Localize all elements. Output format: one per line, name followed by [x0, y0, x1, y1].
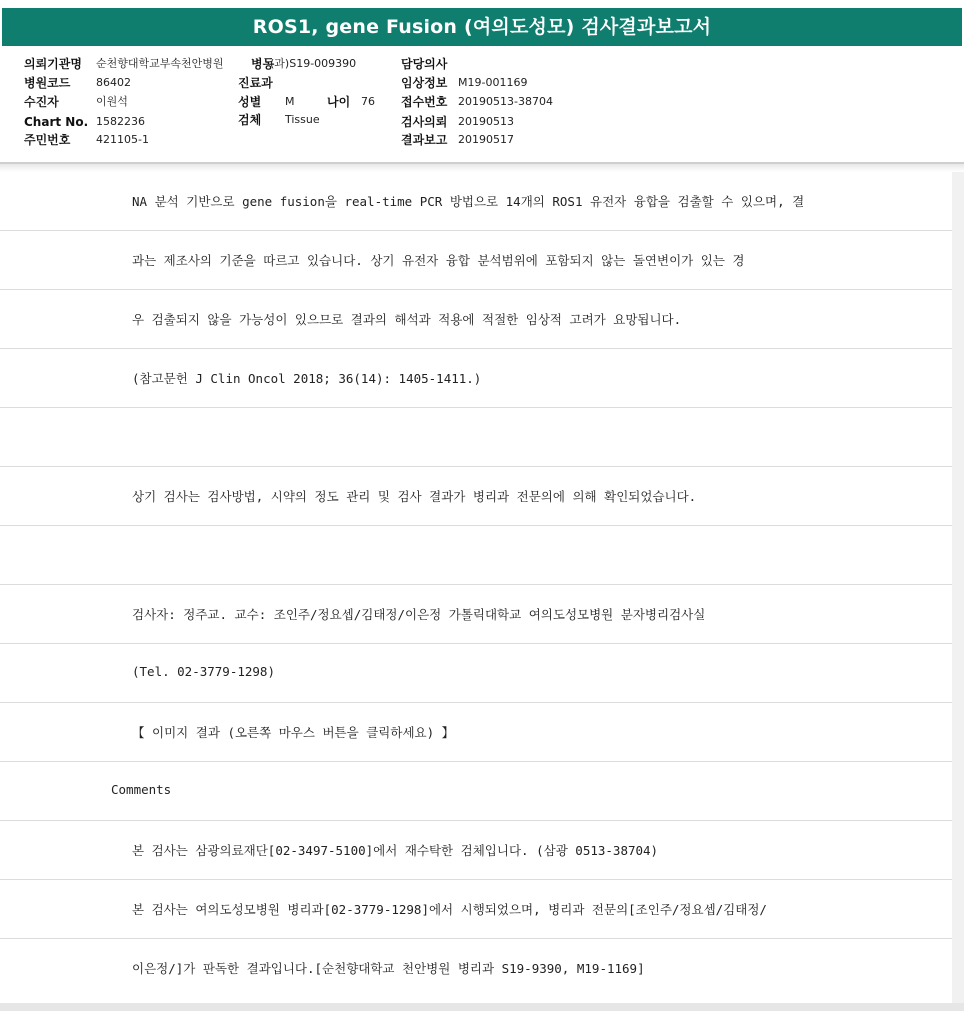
report-line-text: 상기 검사는 검사방법, 시약의 정도 관리 및 검사 결과가 병리과 전문의에 의해 확인되었습니다.	[132, 489, 697, 504]
department-label: 병동	[251, 57, 275, 71]
report-line	[0, 231, 952, 290]
hospital-code-label: 병원코드	[24, 76, 71, 90]
comment-line-text: 본 검사는 삼광의료재단[02-3497-5100]에서 재수탁한 검체입니다. (삼광 0513-38704)	[132, 843, 659, 858]
comments-heading: Comments	[111, 782, 172, 797]
request-date-label: 검사의뢰	[401, 115, 448, 129]
comment-line	[0, 821, 952, 880]
resident-no-value: 421105-1	[96, 133, 149, 146]
report-line-text: (Tel. 02-3779-1298)	[132, 664, 275, 679]
image-result-link[interactable]: 【 이미지 결과 (오른쪽 마우스 버튼을 클릭하세요) 】	[132, 725, 455, 740]
report-line	[0, 349, 952, 408]
clinical-info-label: 임상정보	[401, 76, 448, 90]
header-divider	[0, 164, 964, 172]
report-line-text: 검사자: 정주교. 교수: 조인주/정요셉/김태정/이은정 가톨릭대학교 여의도성모병원 분자병리검사실	[132, 607, 706, 622]
doctor-label: 담당의사	[401, 57, 448, 71]
sex-value: M	[285, 95, 295, 108]
horizontal-scrollbar[interactable]	[0, 1003, 964, 1011]
report-line	[0, 290, 952, 349]
specimen-value: Tissue	[285, 113, 320, 126]
image-result-line[interactable]	[0, 703, 952, 762]
comment-line-text: 이은정/]가 판독한 결과입니다.[순천향대학교 천안병원 병리과 S19-9390, M19-1169]	[132, 961, 645, 976]
requesting-institution-label: 의뢰기관명	[24, 57, 82, 71]
vertical-scrollbar[interactable]	[952, 172, 964, 1011]
age-label: 나이	[327, 95, 351, 109]
clinic-label: 진료과	[238, 76, 273, 90]
report-line	[0, 408, 952, 467]
specimen-label: 검체	[238, 113, 262, 127]
report-line	[0, 585, 952, 644]
report-date-label: 결과보고	[401, 133, 448, 147]
report-body	[0, 172, 952, 998]
resident-no-label: 주민번호	[24, 133, 71, 147]
report-line	[0, 467, 952, 526]
report-line	[0, 526, 952, 585]
request-date-value: 20190513	[458, 115, 514, 128]
requesting-institution-value: 순천향대학교부속천안병원	[96, 57, 224, 70]
report-line-text: NA 분석 기반으로 gene fusion을 real-time PCR 방법으로 14개의 ROS1 유전자 융합을 검출할 수 있으며, 결	[132, 194, 805, 209]
chart-no-value: 1582236	[96, 115, 145, 128]
comments-heading-row	[0, 762, 952, 821]
department-value: (과)S19-009390	[270, 57, 357, 70]
report-line	[0, 172, 952, 231]
receipt-no-value: 20190513-38704	[458, 95, 553, 108]
patient-info-header	[0, 48, 964, 164]
clinical-info-value: M19-001169	[458, 76, 528, 89]
chart-no-label: Chart No.	[24, 115, 89, 129]
comment-line	[0, 939, 952, 998]
report-date-value: 20190517	[458, 133, 514, 146]
sex-label: 성별	[238, 95, 262, 109]
report-line-text: (참고문헌 J Clin Oncol 2018; 36(14): 1405-1411.)	[132, 371, 482, 386]
patient-value: 이원석	[96, 95, 128, 108]
report-title: ROS1, gene Fusion (여의도성모) 검사결과보고서	[2, 8, 962, 46]
comment-line-text: 본 검사는 여의도성모병원 병리과[02-3779-1298]에서 시행되었으며, 병리과 전문의[조인주/정요셉/김태정/	[132, 902, 767, 917]
hospital-code-value: 86402	[96, 76, 131, 89]
comment-line	[0, 880, 952, 939]
patient-label: 수진자	[24, 95, 59, 109]
report-line-text: 과는 제조사의 기준을 따르고 있습니다. 상기 유전자 융합 분석범위에 포함되지 않는 돌연변이가 있는 경	[132, 253, 745, 268]
report-line-text: 우 검출되지 않을 가능성이 있으므로 결과의 해석과 적용에 적절한 임상적 고려가 요망됩니다.	[132, 312, 682, 327]
receipt-no-label: 접수번호	[401, 95, 448, 109]
report-line	[0, 644, 952, 703]
age-value: 76	[361, 95, 375, 108]
